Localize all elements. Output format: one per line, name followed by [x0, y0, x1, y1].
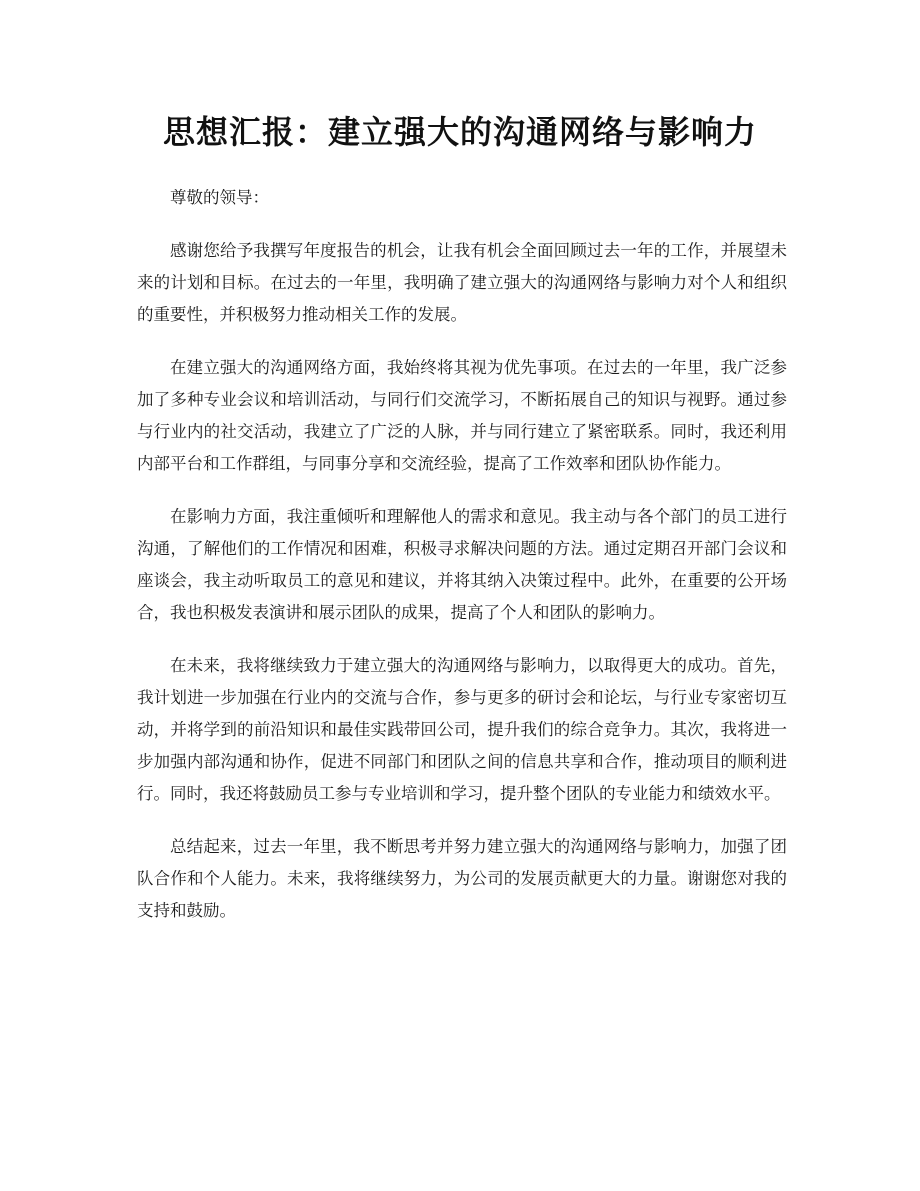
paragraph-5: 总结起来，过去一年里，我不断思考并努力建立强大的沟通网络与影响力，加强了团队合作和个人能力。未来，我将继续努力，为公司的发展贡献更大的力量。谢谢您对我的支持和鼓励。 — [137, 837, 787, 920]
salutation: 尊敬的领导： — [170, 188, 269, 207]
paragraph-2: 在建立强大的沟通网络方面，我始终将其视为优先事项。在过去的一年里，我广泛参加了多种专业会议和培训活动，与同行们交流学习，不断拓展自己的知识与视野。通过参与行业内的社交活动，我建立了广泛的人脉，并与同行建立了紧密联系。同时，我还利用内部平台和工作群组，与同事分享和交流经验，提高了工作效率和团队协作能力。 — [137, 358, 787, 473]
document-body — [137, 182, 787, 948]
paragraph-4: 在未来，我将继续致力于建立强大的沟通网络与影响力，以取得更大的成功。首先，我计划进一步加强在行业内的交流与合作，参与更多的研讨会和论坛，与行业专家密切互动，并将学到的前沿知识和最佳实践带回公司，提升我们的综合竞争力。其次，我将进一步加强内部沟通和协作，促进不同部门和团队之间的信息共享和合作，推动项目的顺利进行。同时，我还将鼓励员工参与专业培训和学习，提升整个团队的专业能力和绩效水平。 — [137, 656, 787, 803]
document-title: 思想汇报：建立强大的沟通网络与影响力 — [162, 113, 757, 151]
paragraph-3: 在影响力方面，我注重倾听和理解他人的需求和意见。我主动与各个部门的员工进行沟通，了解他们的工作情况和困难，积极寻求解决问题的方法。通过定期召开部门会议和座谈会，我主动听取员工的意见和建议，并将其纳入决策过程中。此外，在重要的公开场合，我也积极发表演讲和展示团队的成果，提高了个人和团队的影响力。 — [137, 507, 787, 622]
paragraph-1: 感谢您给予我撰写年度报告的机会，让我有机会全面回顾过去一年的工作，并展望未来的计划和目标。在过去的一年里，我明确了建立强大的沟通网络与影响力对个人和组织的重要性，并积极努力推动相关工作的发展。 — [137, 241, 787, 324]
